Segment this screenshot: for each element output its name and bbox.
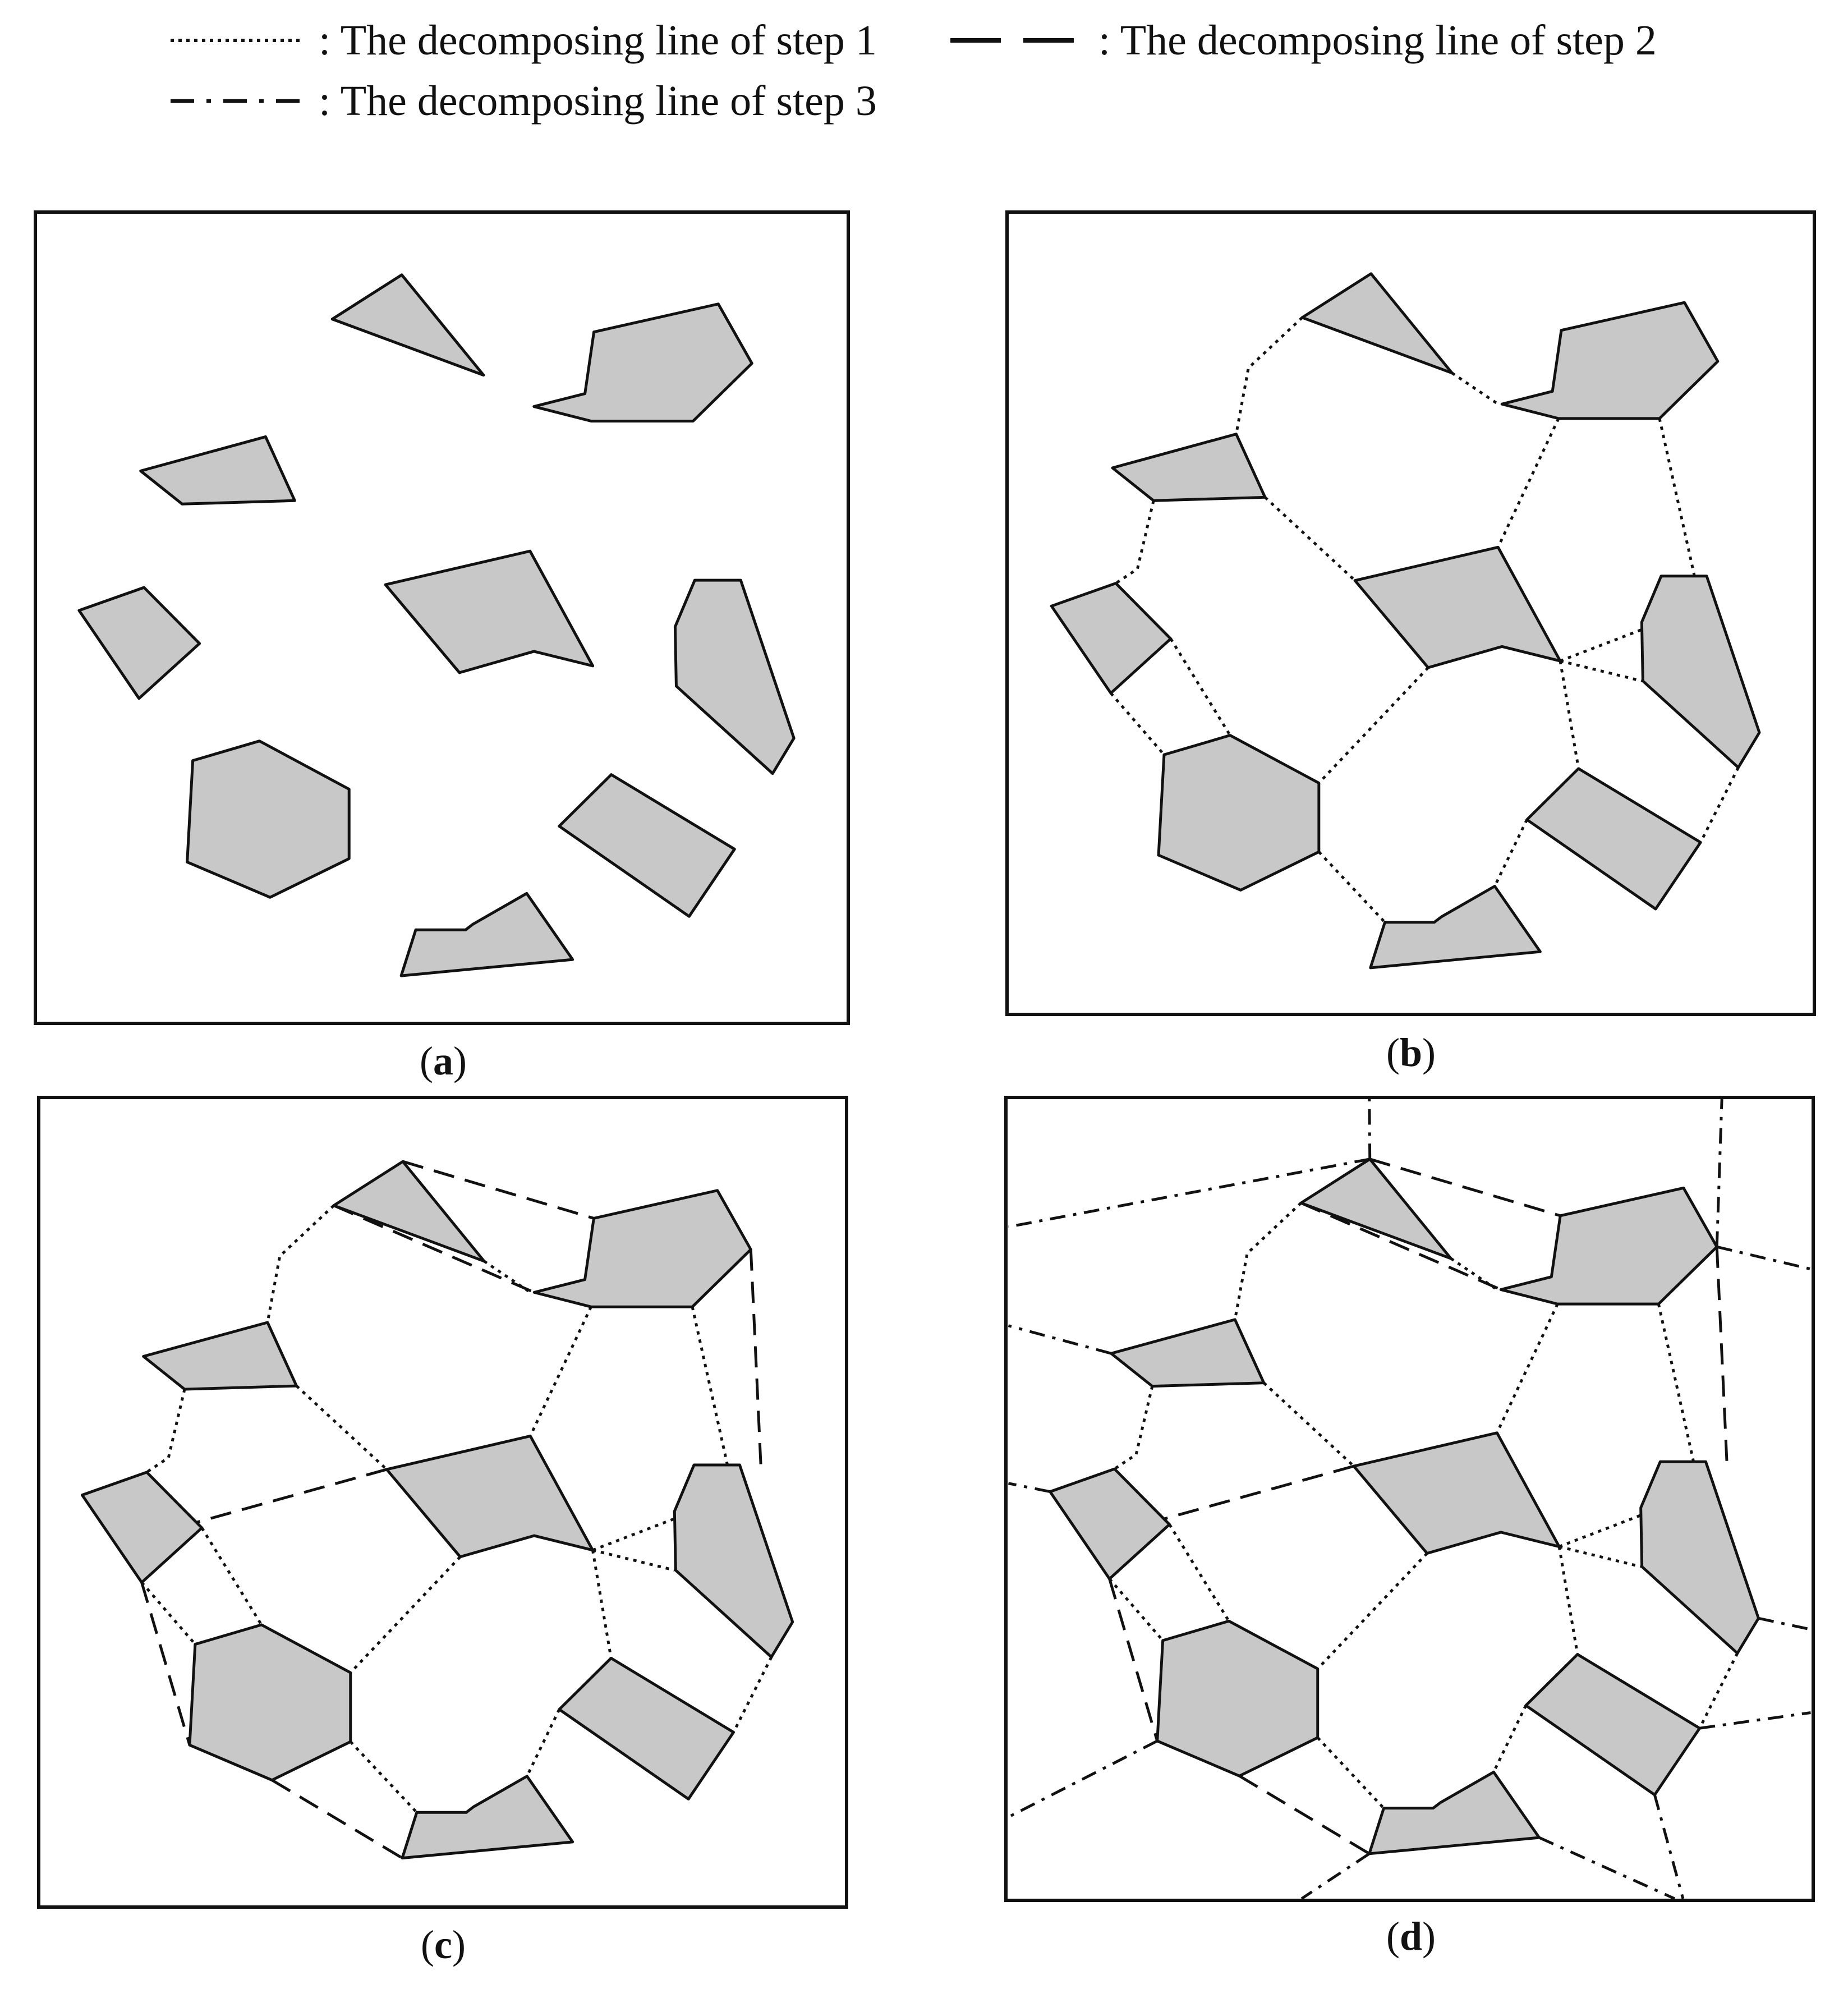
step1-line — [527, 1710, 559, 1776]
step1-line — [1560, 661, 1642, 681]
step3-line — [1302, 1854, 1369, 1899]
obstacles — [1050, 1159, 1759, 1854]
step1-line — [1235, 1203, 1301, 1320]
dashed-line-swatch — [948, 29, 1083, 52]
step1-line — [1116, 500, 1153, 583]
step1-line — [296, 1386, 387, 1469]
panel-c — [37, 1096, 848, 1909]
step1-line — [530, 1307, 591, 1436]
obstacle-quad-far-left — [1050, 1469, 1170, 1579]
step3-line — [1009, 1326, 1111, 1353]
obstacle-rectangle — [559, 775, 735, 917]
step2-line — [1239, 1776, 1369, 1854]
obstacle-triangle — [1302, 274, 1452, 373]
obstacle-triangle — [334, 1161, 484, 1261]
step1-line — [1236, 318, 1302, 434]
obstacle-bottom — [1369, 1772, 1539, 1853]
step1-line — [1115, 1386, 1152, 1469]
panel-a — [34, 210, 850, 1025]
step2-line — [1717, 1247, 1727, 1462]
step1-line — [1318, 1553, 1427, 1669]
step1-line — [1658, 1304, 1693, 1462]
dotted-line-swatch — [168, 29, 303, 52]
step1-line — [1498, 419, 1559, 547]
obstacle-quad-left — [1113, 434, 1265, 501]
step1-line — [142, 1582, 195, 1644]
obstacle-quad-left — [141, 437, 295, 504]
step1-line — [1319, 668, 1428, 783]
step3-line — [1700, 1712, 1811, 1728]
obstacle-hexagon — [190, 1625, 351, 1780]
caption-a: (a) — [420, 1039, 467, 1083]
step1-line — [1171, 638, 1230, 735]
dash-dot-line-swatch — [168, 90, 303, 112]
obstacle-polygon-right — [1642, 576, 1759, 768]
step1-line — [268, 1206, 334, 1322]
obstacle-quad-left — [144, 1322, 297, 1389]
panel-a-canvas — [37, 214, 847, 1022]
caption-d: (d) — [1386, 1914, 1436, 1959]
legend-item-step2 — [948, 12, 1657, 68]
step3-line — [1009, 1483, 1050, 1492]
obstacle-quad-far-left — [82, 1472, 201, 1582]
obstacle-quad-center — [1355, 547, 1560, 668]
step1-line — [1493, 1706, 1525, 1772]
obstacles — [1051, 274, 1759, 968]
legend — [0, 0, 1848, 140]
step1-line — [1452, 373, 1498, 404]
step3-line — [1009, 1741, 1157, 1817]
obstacle-rectangle — [1527, 769, 1701, 909]
obstacle-bottom — [402, 1776, 573, 1858]
step2-line — [1110, 1579, 1157, 1741]
obstacle-quad-center — [387, 1436, 592, 1556]
caption-c: (c) — [421, 1922, 466, 1967]
obstacle-polygon-right — [675, 580, 794, 774]
step1-line — [734, 1657, 771, 1732]
step1-line — [592, 1550, 674, 1570]
step2-line — [272, 1780, 402, 1858]
step1-line — [1264, 1383, 1354, 1466]
step3-line — [1369, 1099, 1370, 1159]
step1-line — [692, 1307, 728, 1465]
step1-line — [147, 1389, 185, 1472]
step1-line — [1700, 768, 1738, 843]
obstacle-quad-far-left — [1051, 584, 1171, 693]
obstacle-hexagon — [1157, 1621, 1318, 1776]
step1-line — [1265, 497, 1355, 580]
step2-line — [751, 1250, 761, 1465]
step1-line — [1170, 1524, 1229, 1621]
step1-line — [1700, 1653, 1737, 1729]
step1-line — [1497, 1304, 1557, 1433]
step1-line — [1559, 1547, 1578, 1655]
legend-label-step2: : The decomposing line of step 2 — [1098, 16, 1657, 64]
obstacles — [79, 275, 794, 976]
step1-line — [1110, 1579, 1163, 1641]
step1-line — [1559, 1547, 1640, 1567]
step1-line — [202, 1528, 261, 1625]
obstacle-rectangle — [559, 1658, 734, 1799]
panel-c-canvas — [40, 1099, 845, 1905]
step3-line — [1539, 1838, 1675, 1899]
obstacle-bottom — [1371, 886, 1541, 968]
obstacle-heptagon-top — [534, 1191, 751, 1307]
step3-line — [1654, 1795, 1682, 1899]
step2-line — [142, 1582, 190, 1745]
step1-line — [1319, 852, 1385, 922]
obstacle-heptagon-top — [1502, 302, 1718, 419]
legend-label-step3: : The decomposing line of step 3 — [319, 77, 877, 125]
obstacle-heptagon-top — [534, 304, 752, 421]
step1-line — [1111, 693, 1164, 755]
obstacle-heptagon-top — [1501, 1188, 1717, 1304]
step2-line — [1136, 1466, 1354, 1527]
legend-item-step1 — [168, 12, 877, 68]
panel-b-canvas — [1009, 214, 1813, 1013]
obstacle-quad-left — [1111, 1320, 1264, 1386]
step1-line — [592, 1550, 611, 1659]
panel-d-canvas — [1008, 1099, 1812, 1899]
step3-line — [1717, 1247, 1810, 1269]
step3-line — [1758, 1618, 1810, 1629]
obstacle-polygon-right — [674, 1465, 792, 1657]
step1-line — [1560, 661, 1579, 769]
step1-line — [351, 1742, 417, 1812]
obstacle-hexagon — [187, 741, 350, 898]
panel-b — [1005, 210, 1816, 1016]
obstacle-rectangle — [1526, 1655, 1700, 1795]
obstacle-triangle — [1301, 1159, 1451, 1258]
obstacle-quad-center — [385, 551, 592, 673]
step1-line — [1659, 419, 1694, 576]
step1-line — [1318, 1738, 1384, 1808]
obstacles — [82, 1161, 792, 1858]
step1-line — [351, 1557, 461, 1673]
legend-label-step1: : The decomposing line of step 1 — [319, 16, 877, 64]
panel-d — [1004, 1096, 1815, 1902]
obstacle-polygon-right — [1641, 1462, 1759, 1653]
obstacle-quad-far-left — [79, 587, 200, 699]
obstacle-bottom — [401, 893, 573, 976]
legend-item-step3 — [168, 73, 877, 129]
step3-line — [1717, 1099, 1722, 1247]
step1-line — [1495, 820, 1527, 886]
obstacle-triangle — [332, 275, 484, 375]
caption-b: (b) — [1386, 1030, 1436, 1075]
obstacle-hexagon — [1159, 736, 1319, 890]
step2-line — [168, 1469, 387, 1530]
obstacle-quad-center — [1354, 1433, 1559, 1554]
